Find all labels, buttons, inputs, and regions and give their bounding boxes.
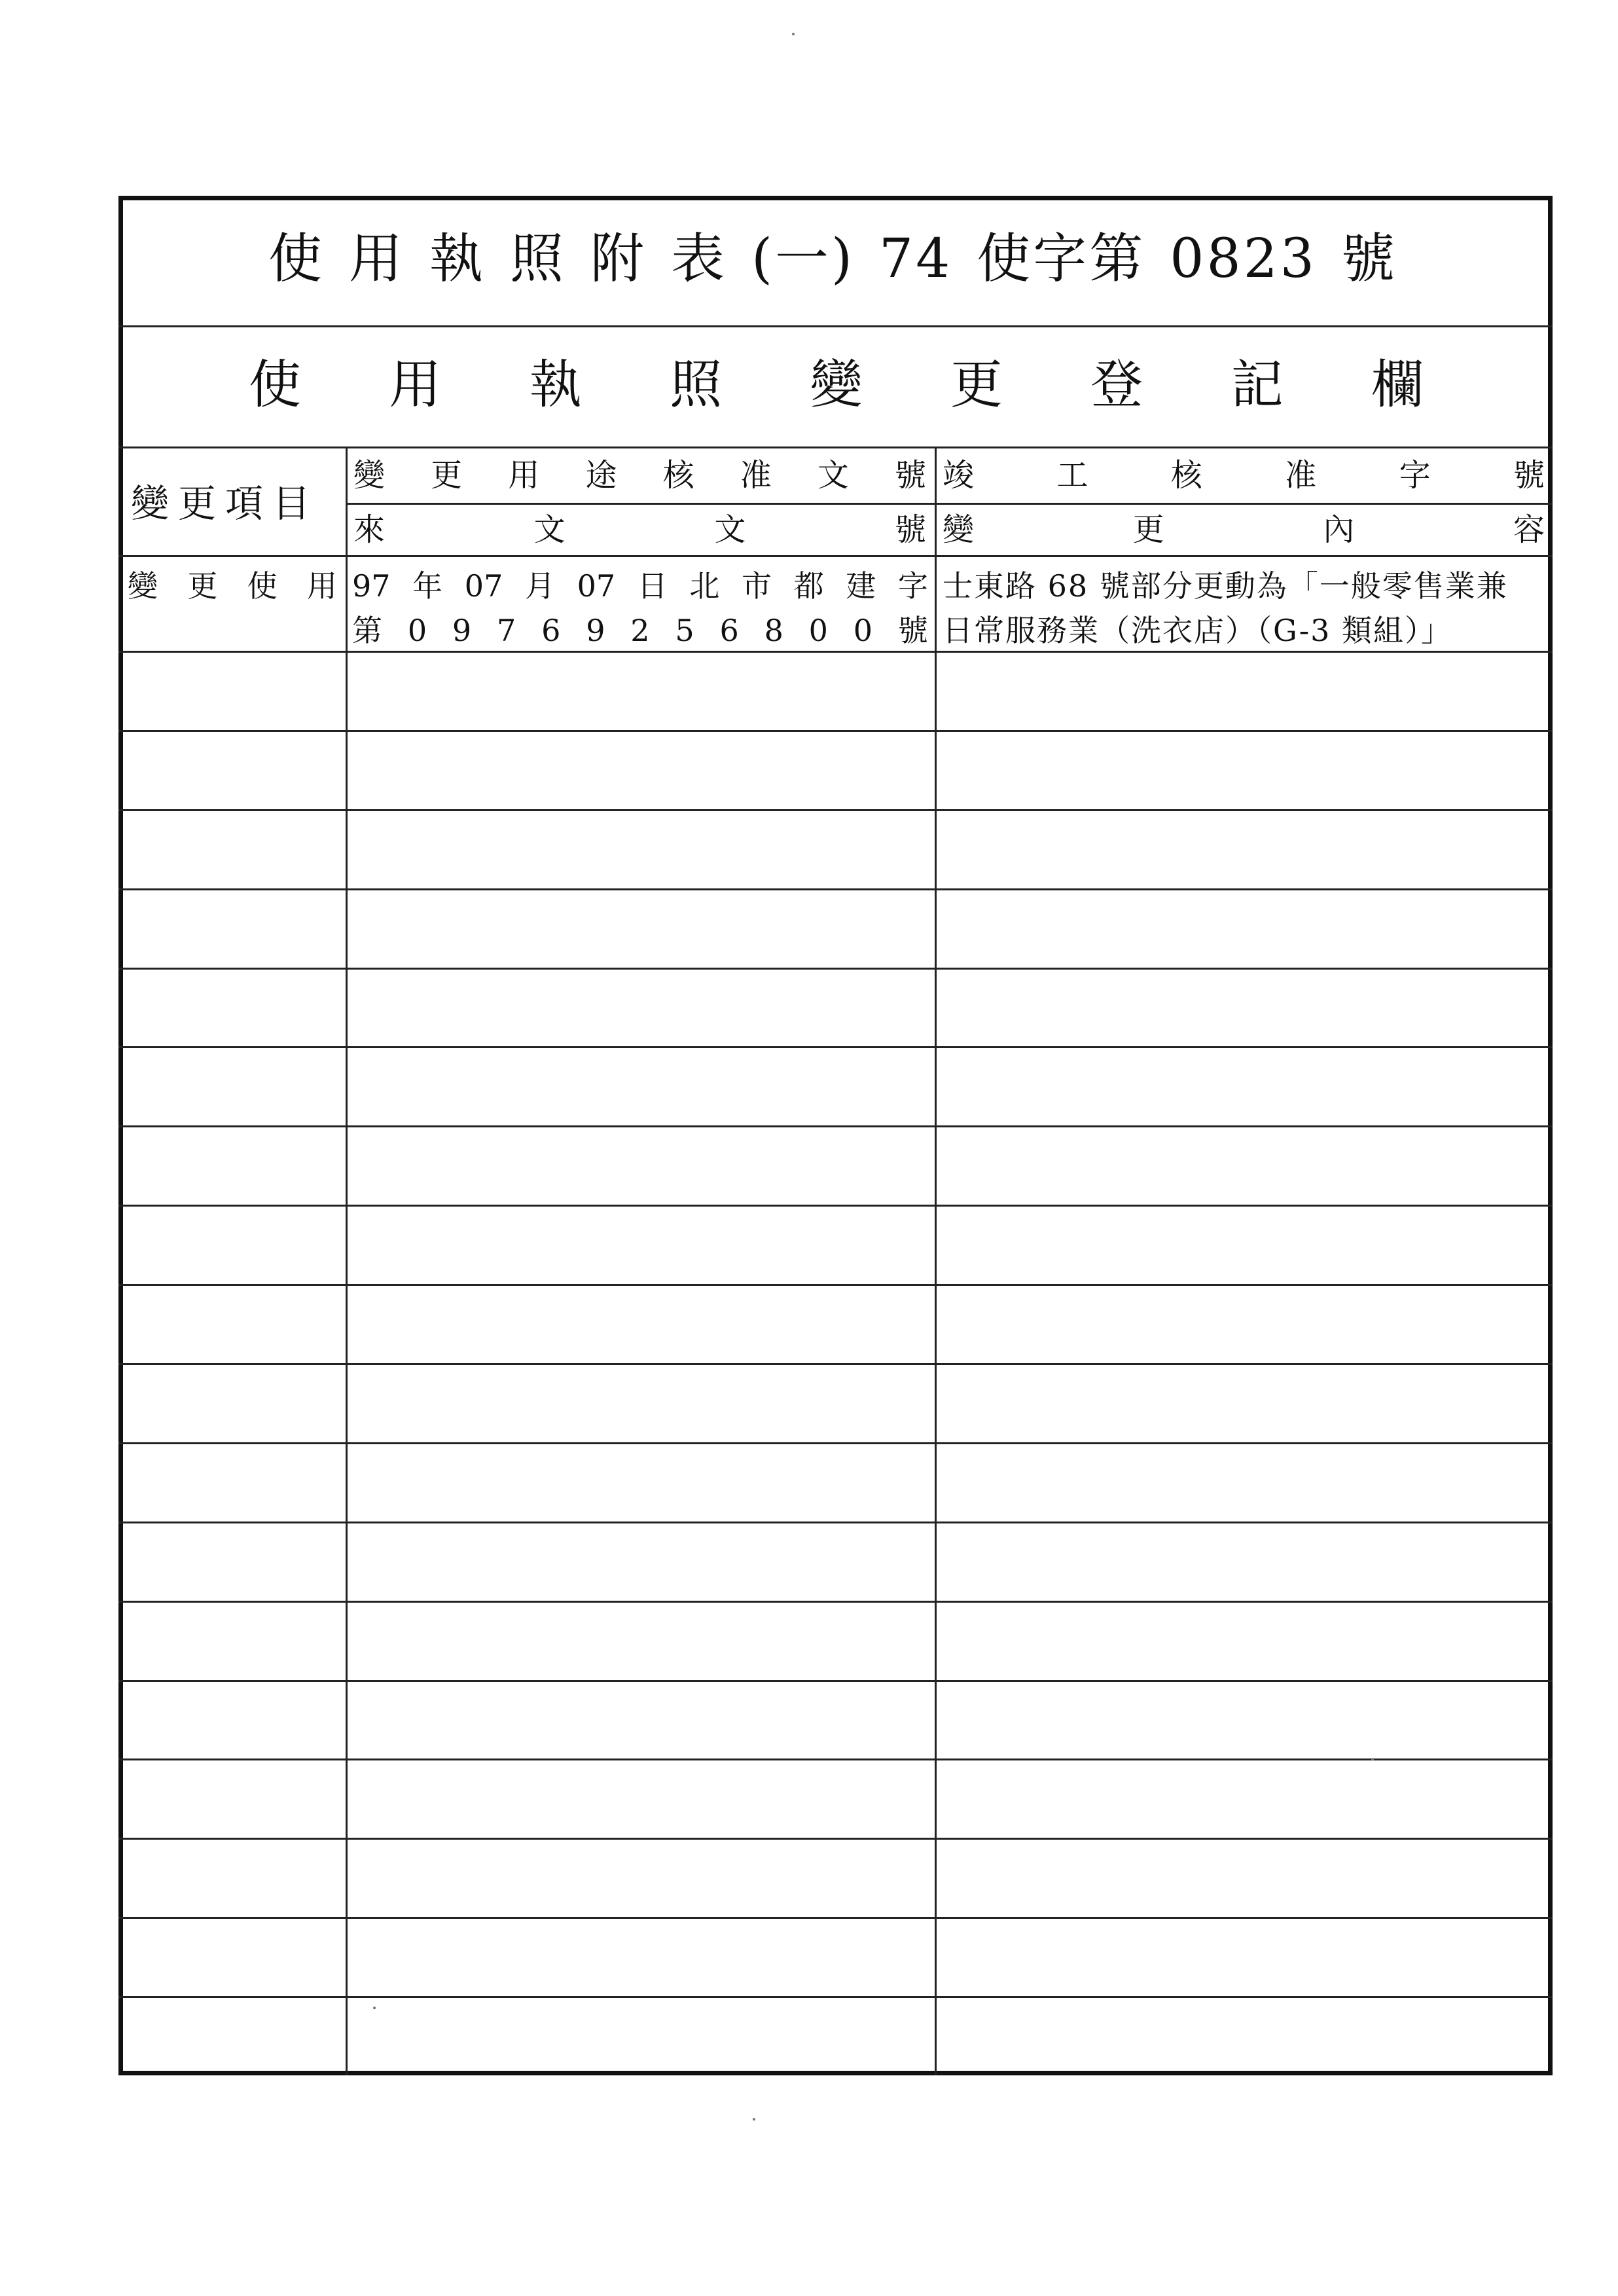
row-divider: [118, 1996, 1553, 1998]
header-bottom-divider: [118, 555, 1553, 557]
row1-content-line1: 士東路 68 號部分更動為「一般零售業兼: [943, 568, 1508, 604]
row1-item: 變 更 使 用: [128, 568, 337, 604]
row-divider: [118, 1522, 1553, 1523]
row-divider: [118, 1284, 1553, 1286]
row-divider: [118, 888, 1553, 890]
header-mid-divider: [347, 503, 1553, 505]
row-divider: [118, 1205, 1553, 1207]
col-divider-2: [935, 446, 937, 2075]
row-divider: [118, 1442, 1553, 1444]
row-divider: [118, 1046, 1553, 1048]
scan-speck: [373, 2007, 376, 2009]
row-divider: [118, 968, 1553, 970]
row-divider: [118, 1363, 1553, 1365]
col3-header-top: 竣 工 核 准 字 號: [943, 457, 1545, 494]
row-divider: [118, 1601, 1553, 1603]
title-divider: [118, 325, 1553, 327]
row1-doc-number-line2: 第 0 9 7 6 9 2 5 6 8 0 0 號: [352, 613, 928, 648]
col3-header-bottom: 變 更 內 容: [943, 511, 1545, 548]
row1-content-line2: 日常服務業（洗衣店）（G-3 類組）」: [943, 613, 1453, 648]
section-title: 使 用 執 照 變 更 登 記 欄: [249, 354, 1424, 415]
row-divider: [118, 1917, 1553, 1919]
col2-header-top: 變 更 用 途 核 准 文 號: [353, 457, 926, 494]
scan-speck: [753, 2118, 755, 2121]
page-title: 使 用 執 照 附 表 (一) 74 使字第 0823 號: [268, 228, 1397, 290]
row-divider: [118, 809, 1553, 811]
row-divider: [118, 651, 1553, 653]
col2-header-bottom: 來 文 文 號: [353, 511, 926, 548]
row-divider: [118, 1838, 1553, 1840]
row-divider: [118, 730, 1553, 732]
col1-header: 變更項目: [131, 481, 320, 526]
row-divider: [118, 1680, 1553, 1682]
col-divider-1: [346, 446, 348, 2075]
scan-speck: [1371, 1758, 1374, 1760]
row-divider: [118, 1758, 1553, 1760]
row1-doc-number-line1: 97 年 07 月 07 日 北 市 都 建 字: [352, 568, 928, 604]
section-title-divider: [118, 446, 1553, 448]
row-divider: [118, 1125, 1553, 1127]
scan-speck: [792, 33, 795, 35]
